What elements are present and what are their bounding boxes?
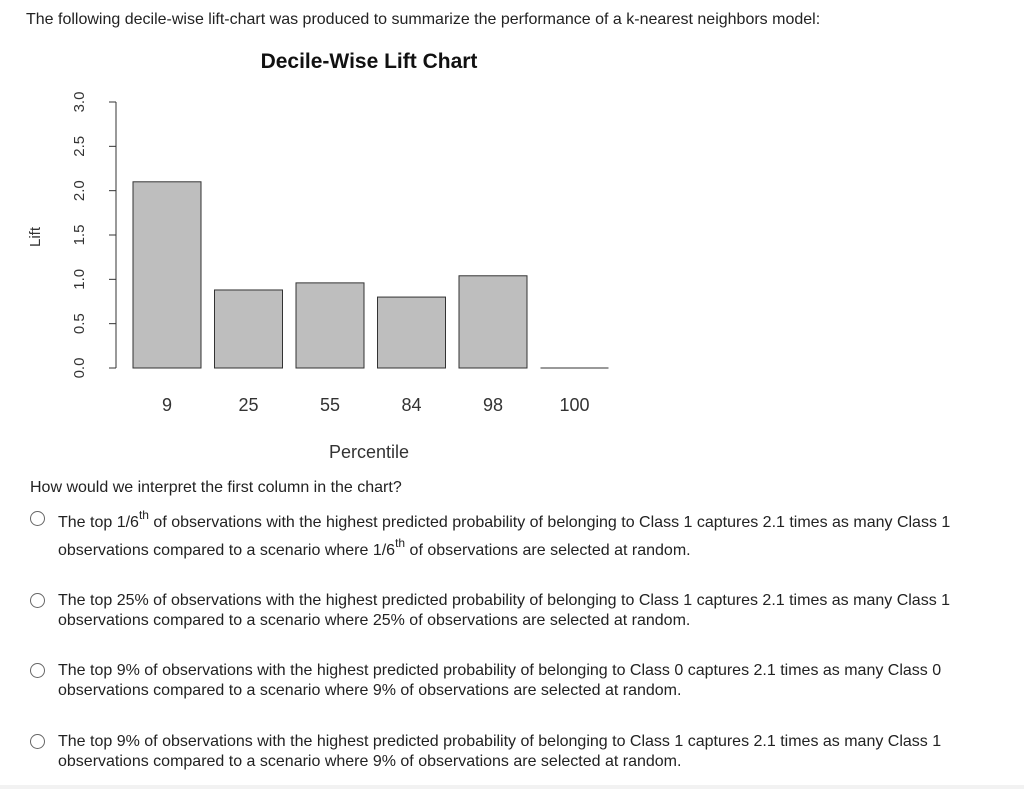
answer-option-1[interactable] (30, 509, 1020, 565)
x-tick-labels (162, 395, 590, 415)
answer-option-4[interactable] (30, 732, 1020, 772)
lift-chart (0, 40, 640, 470)
radio-button[interactable] (30, 593, 45, 608)
x-tick-label: 84 (401, 395, 422, 415)
intro-text: The following decile-wise lift-chart was produced to summarize the performance of a k-nearest neighbors model: (26, 11, 821, 28)
bar (215, 290, 283, 368)
answer-option-3[interactable] (30, 661, 1020, 701)
radio-button[interactable] (30, 734, 45, 749)
y-tick-label: 0.0 (71, 357, 88, 379)
bar (459, 276, 527, 368)
bar (378, 297, 446, 368)
y-tick-label: 2.5 (71, 135, 88, 157)
x-axis-label: Percentile (328, 442, 410, 462)
answer-option-2[interactable] (30, 591, 1020, 631)
y-axis-label: Lift (27, 226, 44, 248)
x-tick-label: 100 (559, 395, 590, 415)
option-label[interactable]: The top 9% of observations with the highest predicted probability of belonging to Class 1 captures 2.1 times as many Class 1 observations compared to a scenario where 9% of observations are selected at random. (58, 733, 942, 770)
option-label[interactable]: The top 25% of observations with the highest predicted probability of belonging to Class 1 captures 2.1 times as many Class 1 observations compared to a scenario where 25% of observations are selected at random. (58, 592, 951, 629)
y-tick-label: 1.5 (71, 224, 88, 246)
chart-title: Decile-Wise Lift Chart (260, 50, 478, 73)
radio-button[interactable] (30, 663, 45, 678)
bars (133, 182, 609, 368)
x-tick-label: 55 (319, 395, 341, 415)
question-text: How would we interpret the first column in the chart? (30, 479, 402, 496)
bar (296, 283, 364, 368)
option-label[interactable]: The top 9% of observations with the highest predicted probability of belonging to Class 0 captures 2.1 times as many Class 0 observations compared to a scenario where 9% of observations are selected at random. (58, 662, 942, 699)
option-label[interactable]: The top 1/6th of observations with the highest predicted probability of belonging to Class 1 captures 2.1 times as many Class 1 observations compared to a scenario where 1/6th of observations are selected at random. (58, 508, 951, 559)
y-tick-label: 1.0 (71, 268, 88, 290)
y-axis (71, 92, 116, 379)
footer-divider (0, 785, 1024, 789)
y-tick-label: 2.0 (71, 180, 88, 202)
x-tick-label: 9 (161, 395, 173, 415)
x-tick-label: 25 (238, 395, 259, 415)
bar (133, 182, 201, 368)
radio-button[interactable] (30, 511, 45, 526)
y-tick-label: 0.5 (71, 313, 88, 335)
x-tick-label: 98 (482, 395, 504, 415)
y-tick-label: 3.0 (71, 91, 88, 113)
